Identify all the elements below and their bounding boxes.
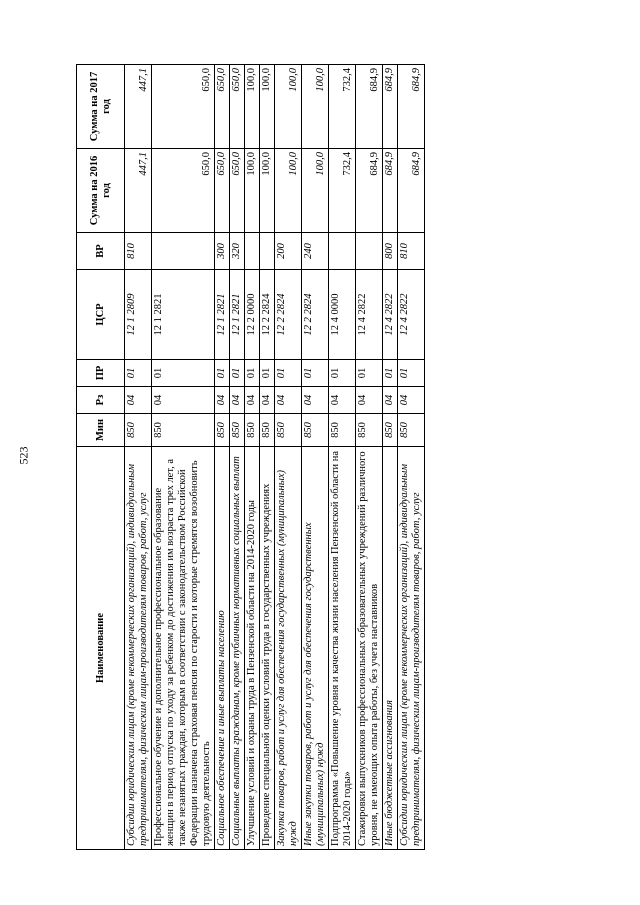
cell-csr: 12 2 2824 — [260, 270, 275, 360]
table-row — [260, 65, 275, 850]
table-row — [125, 65, 152, 850]
cell-sum-2017: 650,0 — [152, 65, 215, 149]
header-min: Мин — [77, 414, 125, 447]
cell-name: Стажировки выпускников профессиональных образовательных учреждений различного уровня, не имеющих опыта работы, без учета наставников — [356, 447, 383, 850]
table-row — [245, 65, 260, 850]
cell-sum-2016: 684,9 — [383, 149, 398, 233]
cell-sum-2016: 684,9 — [398, 149, 425, 233]
cell-sum-2017: 100,0 — [275, 65, 302, 149]
cell-name: Иные бюджетные ассигнования — [383, 447, 398, 850]
cell-sum-2016: 732,4 — [329, 149, 356, 233]
cell-sum-2017: 732,4 — [329, 65, 356, 149]
cell-csr: 12 2 2824 — [302, 270, 329, 360]
table-row — [302, 65, 329, 850]
cell-name: Подпрограмма «Повышение уровня и качества жизни населения Пензенской области на 2014-2020 годы» — [329, 447, 356, 850]
cell-name: Субсидии юридическим лицам (кроме некоммерческих организаций), индивидуальным предпринимателям, физическим лицам-производителям товаров, работ, услуг — [398, 447, 425, 850]
cell-vr: 810 — [125, 233, 152, 270]
cell-rz: 04 — [125, 387, 152, 414]
table-row — [215, 65, 230, 850]
cell-pr: 01 — [356, 360, 383, 387]
cell-rz: 04 — [383, 387, 398, 414]
cell-csr: 12 1 2809 — [125, 270, 152, 360]
cell-sum-2016: 650,0 — [215, 149, 230, 233]
cell-name: Профессиональное обучение и дополнительное профессиональное образование женщин в период отпуска по уходу за ребенком до достижения им возраста трех лет, а также незанятых граждан, которым в соответствии с законодательством Российской Федерации назначена страховая пенсия по старости и которые стремятся возобновить трудовую деятельность — [152, 447, 215, 850]
cell-pr: 01 — [302, 360, 329, 387]
cell-rz: 04 — [245, 387, 260, 414]
cell-sum-2017: 684,9 — [398, 65, 425, 149]
cell-sum-2017: 650,0 — [230, 65, 245, 149]
table-row — [152, 65, 215, 850]
table-body — [125, 65, 425, 850]
header-name: Наименование — [77, 447, 125, 850]
cell-rz: 04 — [275, 387, 302, 414]
cell-sum-2017: 100,0 — [302, 65, 329, 149]
cell-csr: 12 4 2822 — [398, 270, 425, 360]
header-sum-2017: Сумма на 2017 год — [77, 65, 125, 149]
cell-rz: 04 — [260, 387, 275, 414]
cell-sum-2016: 684,9 — [356, 149, 383, 233]
cell-pr: 01 — [152, 360, 215, 387]
cell-pr: 01 — [383, 360, 398, 387]
header-sum-2016: Сумма на 2016 год — [77, 149, 125, 233]
cell-rz: 04 — [398, 387, 425, 414]
table-row — [356, 65, 383, 850]
cell-csr: 12 2 0000 — [245, 270, 260, 360]
cell-sum-2016: 100,0 — [302, 149, 329, 233]
cell-pr: 01 — [275, 360, 302, 387]
cell-csr: 12 4 2822 — [356, 270, 383, 360]
cell-min: 850 — [302, 414, 329, 447]
cell-name: Социальные выплаты гражданам, кроме публичных нормативных социальных выплат — [230, 447, 245, 850]
cell-vr — [152, 233, 215, 270]
cell-csr: 12 1 2821 — [215, 270, 230, 360]
cell-pr: 01 — [230, 360, 245, 387]
table-row — [329, 65, 356, 850]
cell-sum-2017: 100,0 — [245, 65, 260, 149]
cell-rz: 04 — [356, 387, 383, 414]
cell-sum-2016: 100,0 — [245, 149, 260, 233]
cell-rz: 04 — [302, 387, 329, 414]
cell-pr: 01 — [215, 360, 230, 387]
header-pr: ПР — [77, 360, 125, 387]
cell-pr: 01 — [398, 360, 425, 387]
cell-min: 850 — [230, 414, 245, 447]
table-row — [275, 65, 302, 850]
cell-vr — [356, 233, 383, 270]
cell-csr: 12 4 0000 — [329, 270, 356, 360]
cell-name: Проведение специальной оценки условий труда в государственных учреждениях — [260, 447, 275, 850]
cell-min: 850 — [398, 414, 425, 447]
budget-table — [76, 65, 425, 850]
table-row — [383, 65, 398, 850]
cell-pr: 01 — [260, 360, 275, 387]
cell-vr: 200 — [275, 233, 302, 270]
cell-csr: 12 4 2822 — [383, 270, 398, 360]
cell-sum-2017: 447,1 — [125, 65, 152, 149]
cell-vr — [329, 233, 356, 270]
page-number: 523 — [16, 446, 31, 465]
cell-rz: 04 — [230, 387, 245, 414]
cell-vr — [245, 233, 260, 270]
cell-vr: 320 — [230, 233, 245, 270]
cell-name: Социальное обеспечение и иные выплаты населению — [215, 447, 230, 850]
header-rz: Рз — [77, 387, 125, 414]
cell-vr: 300 — [215, 233, 230, 270]
cell-vr: 810 — [398, 233, 425, 270]
table-row — [230, 65, 245, 850]
cell-min: 850 — [383, 414, 398, 447]
cell-csr: 12 1 2821 — [152, 270, 215, 360]
table-row — [398, 65, 425, 850]
cell-sum-2017: 684,9 — [383, 65, 398, 149]
cell-min: 850 — [275, 414, 302, 447]
cell-pr: 01 — [125, 360, 152, 387]
cell-rz: 04 — [215, 387, 230, 414]
cell-sum-2016: 650,0 — [230, 149, 245, 233]
cell-name: Улучшение условий и охраны труда в Пензенской области на 2014-2020 годы — [245, 447, 260, 850]
cell-rz: 04 — [329, 387, 356, 414]
budget-table-grid — [76, 64, 425, 850]
cell-min: 850 — [245, 414, 260, 447]
cell-sum-2016: 100,0 — [275, 149, 302, 233]
cell-min: 850 — [215, 414, 230, 447]
cell-sum-2016: 650,0 — [152, 149, 215, 233]
cell-vr: 240 — [302, 233, 329, 270]
cell-vr — [260, 233, 275, 270]
cell-sum-2016: 447,1 — [125, 149, 152, 233]
cell-vr: 800 — [383, 233, 398, 270]
cell-csr: 12 1 2821 — [230, 270, 245, 360]
header-vr: ВР — [77, 233, 125, 270]
table-header-row — [77, 65, 125, 850]
cell-pr: 01 — [245, 360, 260, 387]
cell-name: Закупка товаров, работ и услуг для обеспечения государственных (муниципальных) нужд — [275, 447, 302, 850]
cell-sum-2016: 100,0 — [260, 149, 275, 233]
cell-pr: 01 — [329, 360, 356, 387]
cell-min: 850 — [356, 414, 383, 447]
cell-rz: 04 — [152, 387, 215, 414]
cell-sum-2017: 650,0 — [215, 65, 230, 149]
cell-name: Субсидии юридическим лицам (кроме некоммерческих организаций), индивидуальным предпринимателям, физическим лицам-производителям товаров, работ, услуг — [125, 447, 152, 850]
cell-sum-2017: 100,0 — [260, 65, 275, 149]
header-csr: ЦСР — [77, 270, 125, 360]
cell-min: 850 — [329, 414, 356, 447]
cell-name: Иные закупки товаров, работ и услуг для обеспечения государственных (муниципальных) нужд — [302, 447, 329, 850]
cell-min: 850 — [125, 414, 152, 447]
cell-sum-2017: 684,9 — [356, 65, 383, 149]
cell-csr: 12 2 2824 — [275, 270, 302, 360]
cell-min: 850 — [260, 414, 275, 447]
cell-min: 850 — [152, 414, 215, 447]
